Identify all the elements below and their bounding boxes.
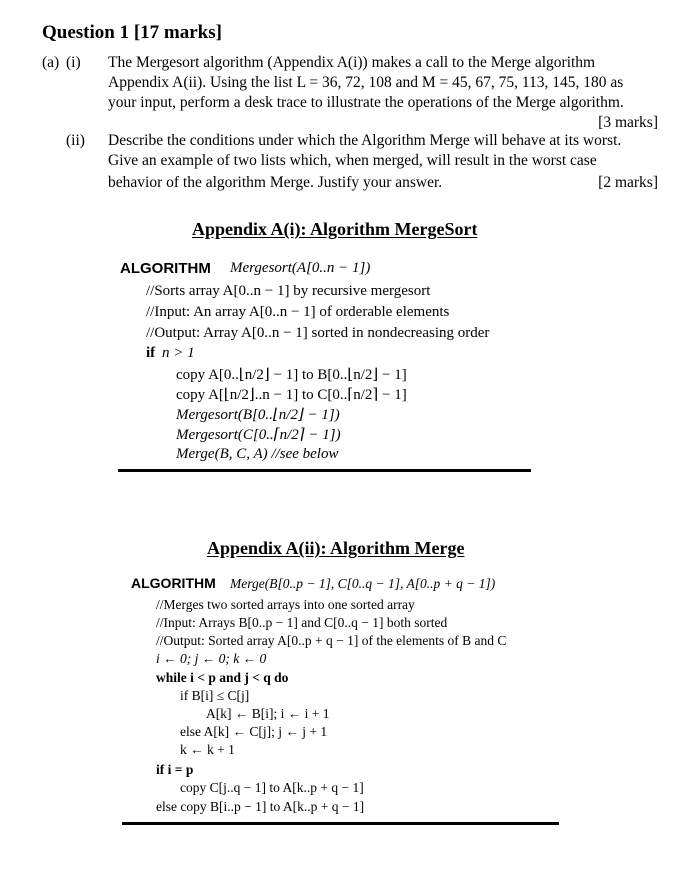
appendix-ii-while: while i < p and j < q do (156, 670, 289, 685)
sub-i-line-3: your input, perform a desk trace to illustrate the operations of the Merge algorithm. (108, 94, 624, 111)
appendix-ii-else2: else copy B[i..p − 1] to A[k..p + q − 1] (156, 799, 365, 814)
sub-i-line-1: The Mergesort algorithm (Appendix A(i)) makes a call to the Merge algorithm (108, 54, 596, 71)
appendix-i-body-5: Merge(B, C, A) //see below (176, 446, 339, 462)
appendix-ii-copy1: copy C[j..q − 1] to A[k..p + q − 1] (180, 780, 364, 795)
appendix-i-comment-3: //Output: Array A[0..n − 1] sorted in nondecreasing order (146, 325, 490, 341)
sub-ii-label: (ii) (66, 132, 85, 149)
appendix-i-body-2: copy A[⌊n/2⌋..n − 1] to C[0..⌈n/2⌉ − 1] (176, 387, 407, 403)
question-title: Question 1 [17 marks] (42, 22, 222, 43)
sub-ii-line-2: Give an example of two lists which, when merged, will result in the worst case (108, 152, 597, 169)
appendix-ii-else: else A[k] ← C[j]; j ← j + 1 (180, 724, 328, 739)
appendix-ii-keyword: ALGORITHM (131, 575, 216, 591)
sub-i-label: (i) (66, 54, 81, 71)
appendix-ii-comment-1: //Merges two sorted arrays into one sorted array (156, 597, 415, 612)
part-a-label: (a) (42, 54, 60, 71)
appendix-ii-increment: k ← k + 1 (180, 742, 235, 757)
appendix-ii-init: i ← 0; j ← 0; k ← 0 (156, 651, 267, 666)
appendix-i-comment-1: //Sorts array A[0..n − 1] by recursive mergesort (146, 283, 431, 299)
appendix-ii-comment-3: //Output: Sorted array A[0..p + q − 1] of the elements of B and C (156, 633, 507, 648)
sub-ii-marks: [2 marks] (598, 174, 658, 191)
appendix-i-divider (118, 469, 531, 472)
sub-ii-line-1: Describe the conditions under which the Algorithm Merge will behave at its worst. (108, 132, 622, 149)
appendix-ii-then: A[k] ← B[i]; i ← i + 1 (206, 706, 330, 721)
appendix-i-comment-2: //Input: An array A[0..n − 1] of orderable elements (146, 304, 450, 320)
appendix-i-body-1: copy A[0..⌊n/2⌋ − 1] to B[0..⌊n/2⌋ − 1] (176, 367, 407, 383)
sub-i-marks: [3 marks] (598, 114, 658, 131)
appendix-ii-heading: Appendix A(ii): Algorithm Merge (207, 538, 465, 558)
appendix-i-if-cond: n > 1 (162, 345, 195, 361)
appendix-i-body-4: Mergesort(C[0..⌈n/2⌉ − 1]) (176, 427, 341, 443)
appendix-i-body-3: Mergesort(B[0..⌊n/2⌋ − 1]) (176, 407, 340, 423)
appendix-ii-if: if B[i] ≤ C[j] (180, 688, 250, 703)
appendix-ii-divider (122, 822, 559, 825)
appendix-ii-if2: if i = p (156, 762, 194, 777)
appendix-ii-signature: Merge(B[0..p − 1], C[0..q − 1], A[0..p + q − 1]) (230, 576, 496, 591)
appendix-ii-comment-2: //Input: Arrays B[0..p − 1] and C[0..q − 1] both sorted (156, 615, 448, 630)
appendix-i-heading: Appendix A(i): Algorithm MergeSort (192, 219, 478, 239)
sub-i-line-2: Appendix A(ii). Using the list L = 36, 72, 108 and M = 45, 67, 75, 113, 145, 180 as (108, 74, 624, 91)
appendix-i-keyword: ALGORITHM (120, 260, 211, 277)
appendix-i-if-keyword: if (146, 345, 156, 361)
appendix-i-signature: Mergesort(A[0..n − 1]) (230, 260, 371, 276)
sub-ii-line-3: behavior of the algorithm Merge. Justify your answer. (108, 174, 443, 191)
